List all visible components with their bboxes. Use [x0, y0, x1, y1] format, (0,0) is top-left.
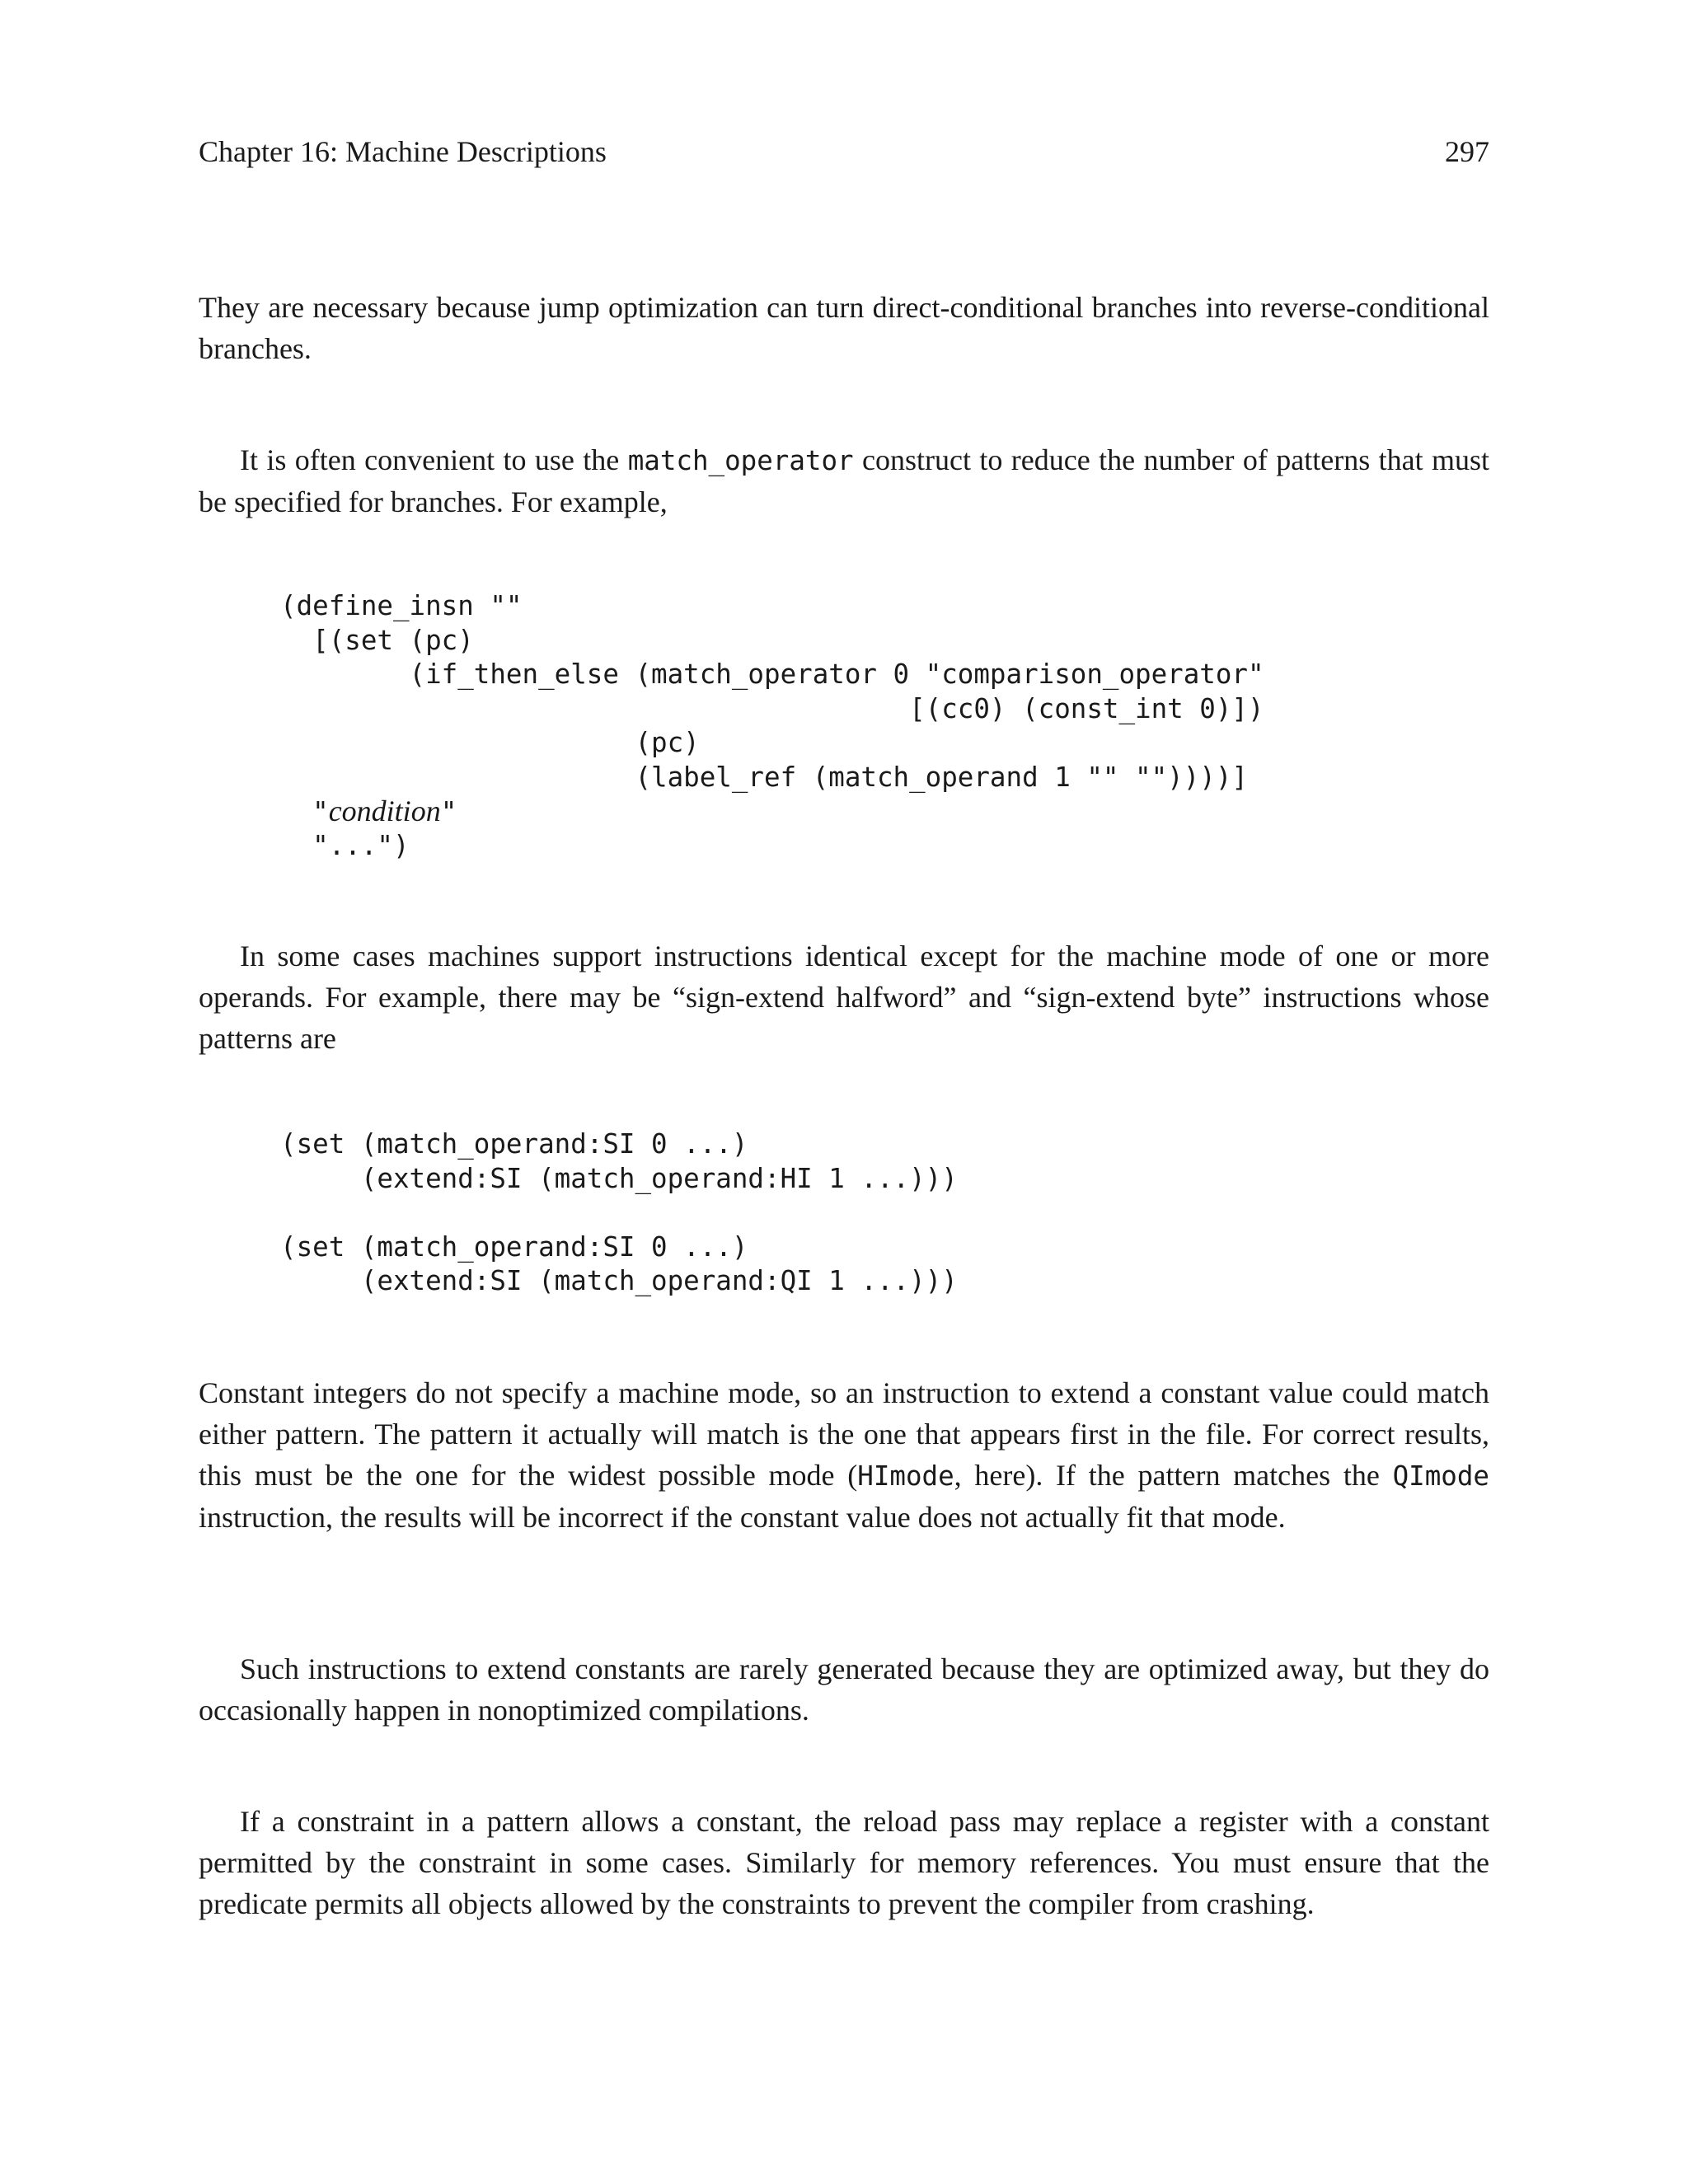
paragraph-text: In some cases machines support instructions identical except for the machine mode of one or more operands. For example, there may be “sign-extend halfword” and “sign-extend byte” instructions whose patterns are: [199, 940, 1489, 1055]
code-line: (extend:SI (match_operand:QI 1 ...))): [280, 1265, 958, 1296]
italic-placeholder: condition: [328, 794, 441, 827]
inline-code: match_operator: [627, 445, 854, 476]
chapter-title: Chapter 16: Machine Descriptions: [199, 135, 607, 168]
paragraph-jump-optimization: [199, 287, 1489, 369]
paragraph-constraint-reload: [199, 1801, 1489, 1924]
running-header: [199, 132, 1489, 171]
code-line: "..."): [280, 829, 410, 861]
code-line: [(set (pc): [280, 624, 474, 656]
paragraph-machine-modes: [199, 935, 1489, 1059]
code-line: [(cc0) (const_int 0)]): [280, 692, 1264, 724]
inline-code: HImode: [857, 1460, 954, 1492]
code-line: [280, 794, 1264, 829]
paragraph-match-operator: [199, 439, 1489, 523]
code-line: (pc): [280, 727, 700, 758]
code-line: (set (match_operand:SI 0 ...): [280, 1230, 748, 1263]
code-block-extend-patterns: [280, 1127, 958, 1299]
paragraph-constant-integers: [199, 1372, 1489, 1538]
code-line: (extend:SI (match_operand:HI 1 ...))): [280, 1162, 958, 1194]
code-line: (set (match_operand:SI 0 ...): [280, 1128, 748, 1160]
paragraph-text: instruction, the results will be incorrect if the constant value does not actually fit that mode.: [199, 1501, 1286, 1534]
paragraph-text: If a constraint in a pattern allows a constant, the reload pass may replace a register with a constant permitted by the constraint in some cases. Similarly for memory references. You must ensure that the predicate permits all objects allowed by the constraints to prevent the compiler from crashing.: [199, 1805, 1489, 1920]
paragraph-text: construct to reduce the number of patterns that must be specified for branches. For example,: [199, 443, 1489, 518]
code-line: (if_then_else (match_operator 0 "comparison_operator": [280, 658, 1264, 690]
paragraph-text: It is often convenient to use the: [240, 443, 628, 476]
paragraph-extend-constants: [199, 1648, 1489, 1731]
page-number: 297: [1445, 135, 1489, 168]
code-line: (define_insn "": [280, 590, 523, 621]
code-line: (label_ref (match_operand 1 "" ""))))]: [280, 761, 1248, 793]
inline-code: QImode: [1392, 1460, 1489, 1492]
code-block-define-insn: [280, 589, 1264, 863]
paragraph-text: , here). If the pattern matches the: [954, 1459, 1393, 1492]
paragraph-text: Such instructions to extend constants are rarely generated because they are optimized away, but they do occasionally happen in nonoptimized compilations.: [199, 1652, 1489, 1727]
paragraph-text: They are necessary because jump optimization can turn direct-conditional branches into reverse-conditional branches.: [199, 291, 1489, 365]
code-line: [280, 1196, 958, 1230]
code-fragment: ": [280, 796, 329, 827]
code-fragment: ": [440, 796, 457, 827]
paragraph-text: Constant integers do not specify a machine mode, so an instruction to extend a constant value could match either pattern. The pattern it actually will match is the one that appears first in the file. For correct results, this must be the one for the widest possible mode (: [199, 1376, 1489, 1492]
